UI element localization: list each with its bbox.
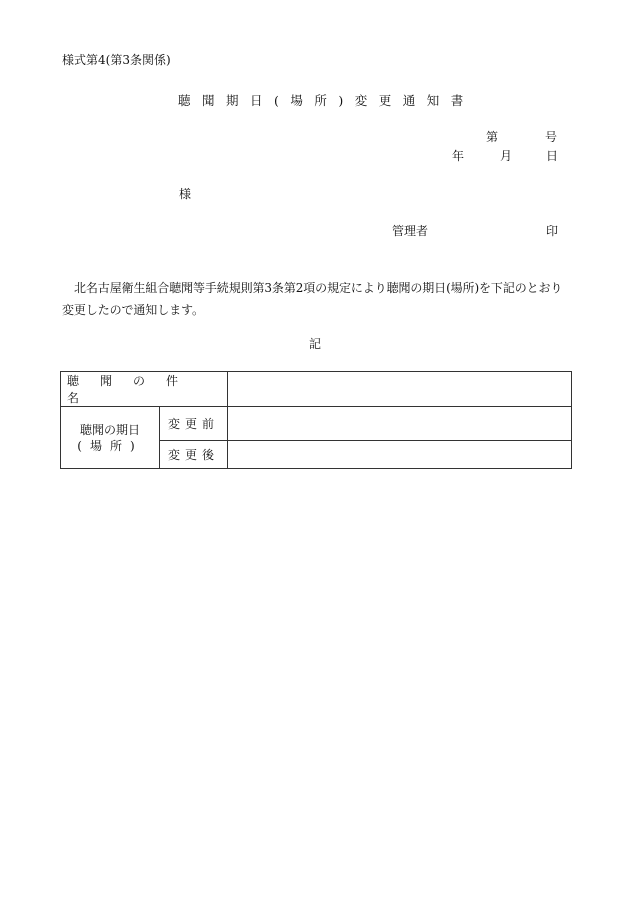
seal-mark: 印 [546, 224, 559, 238]
addressee-suffix: 様 [179, 187, 192, 201]
form-number: 様式第4(第3条関係) [62, 53, 171, 67]
schedule-label-line1: 聴聞の期日 [79, 422, 140, 437]
schedule-label-line2: (場所) [77, 438, 143, 453]
detail-table [60, 371, 572, 469]
sender-title: 管理者 [392, 224, 429, 238]
number-suffix: 号 [545, 130, 558, 144]
date-day: 日 [546, 149, 559, 163]
table-row-case-name [61, 372, 572, 407]
ki-heading: 記 [309, 337, 322, 351]
document-title: 聴聞期日(場所)変更通知書 [178, 93, 475, 108]
body-paragraph: 北名古屋衛生組合聴聞等手続規則第3条第2項の規定により聴聞の期日(場所)を下記のとおり変更したので通知します。 [62, 281, 563, 317]
table-row-before [61, 407, 572, 441]
case-name-label: 聴聞の件名 [61, 372, 228, 407]
after-label: 変更後 [159, 441, 227, 469]
after-value[interactable] [228, 441, 572, 469]
before-value[interactable] [228, 407, 572, 441]
date-year: 年 [452, 149, 465, 163]
case-name-value[interactable] [228, 372, 572, 407]
date-month: 月 [500, 149, 513, 163]
schedule-label [61, 407, 160, 469]
before-label: 変更前 [159, 407, 227, 441]
number-prefix: 第 [486, 130, 499, 144]
